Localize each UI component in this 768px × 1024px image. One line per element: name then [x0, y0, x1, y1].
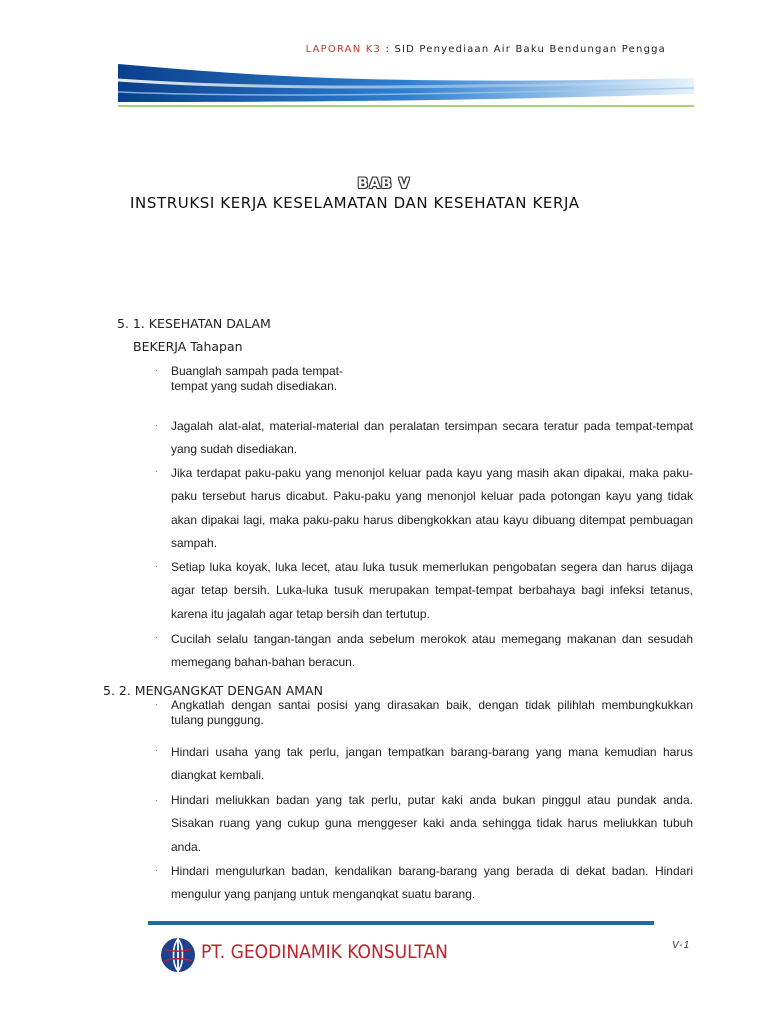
page-number: V-1 [672, 940, 691, 951]
bullet-icon: · [155, 746, 158, 755]
bullet-icon: · [155, 796, 158, 805]
bullet-icon: · [155, 467, 158, 476]
list-item: Angkatlah dengan santai posisi yang dirasakan baik, dengan tidak pilihlah membungkukkan tulang punggung. [171, 698, 693, 727]
bullet-icon: · [155, 700, 158, 709]
company-name: PT. GEODINAMIK KONSULTAN [201, 941, 448, 963]
bullet-icon: · [155, 562, 158, 571]
bullet-icon: · [155, 421, 158, 430]
list-item: Hindari meliukkan badan yang tak perlu, putar kaki anda bukan pinggul atau pundak anda. Sisakan ruang yang cukup guna menggeser kaki anda sehingga tidak harus meliukkan tubuh anda. [171, 793, 693, 854]
running-header [306, 44, 666, 55]
list-item: Hindari usaha yang tak perlu, jangan tempatkan barang-barang yang mana kemudian harus diangkat kembali. [171, 745, 693, 783]
bullet-icon: · [155, 633, 158, 642]
bullet-icon: · [155, 366, 158, 375]
section-2-heading: 5. 2. MENGANGKAT DENGAN AMAN [103, 683, 323, 698]
company-logo-icon [160, 937, 196, 973]
list-item: Buanglah sampah pada tempat-tempat yang sudah disediakan. [171, 364, 343, 393]
list-item: Hindari mengulurkan badan, kendalikan barang-barang yang berada di dekat badan. Hindari mengulur yang panjang untuk menganqkat suatu barang. [171, 864, 693, 902]
list-item: Jika terdapat paku-paku yang menonjol keluar pada kayu yang masih akan dipakai, maka paku-paku tersebut harus dicabut. Paku-paku yang menonjol keluar pada potongan kayu yang tidak akan dipakai lagi, maka paku-paku harus dibengkokkan atau kayu dibuang ditempat pembuagan sampah. [171, 466, 693, 550]
footer-divider [148, 921, 654, 925]
section-1-subheading: BEKERJA Tahapan [133, 339, 243, 354]
header-wave-banner [118, 58, 694, 110]
bullet-icon: · [155, 866, 158, 875]
header-project: SID Penyediaan Air Baku Bendungan Pengga [394, 44, 666, 55]
header-separator: : [381, 44, 395, 55]
list-item: Jagalah alat-alat, material-material dan peralatan tersimpan secara teratur pada tempat-tempat yang sudah disediakan. [171, 419, 693, 457]
list-item: Cucilah selalu tangan-tangan anda sebelum merokok atau memegang makanan dan sesudah memegang bahan-bahan beracun. [171, 632, 693, 670]
header-label: LAPORAN K3 [305, 44, 382, 55]
list-item: Setiap luka koyak, luka lecet, atau luka tusuk memerlukan pengobatan segera dan harus dijaga agar tetap bersih. Luka-luka tusuk merupakan tempat-tempat berbahaya bagi infeksi tetanus, karena itu jagalah agar tetap bersih dan tertutup. [171, 560, 693, 621]
section-1-heading: 5. 1. KESEHATAN DALAM [117, 316, 271, 331]
chapter-number: BAB V [357, 176, 411, 192]
chapter-title: INSTRUKSI KERJA KESELAMATAN DAN KESEHATAN KERJA [130, 194, 580, 212]
